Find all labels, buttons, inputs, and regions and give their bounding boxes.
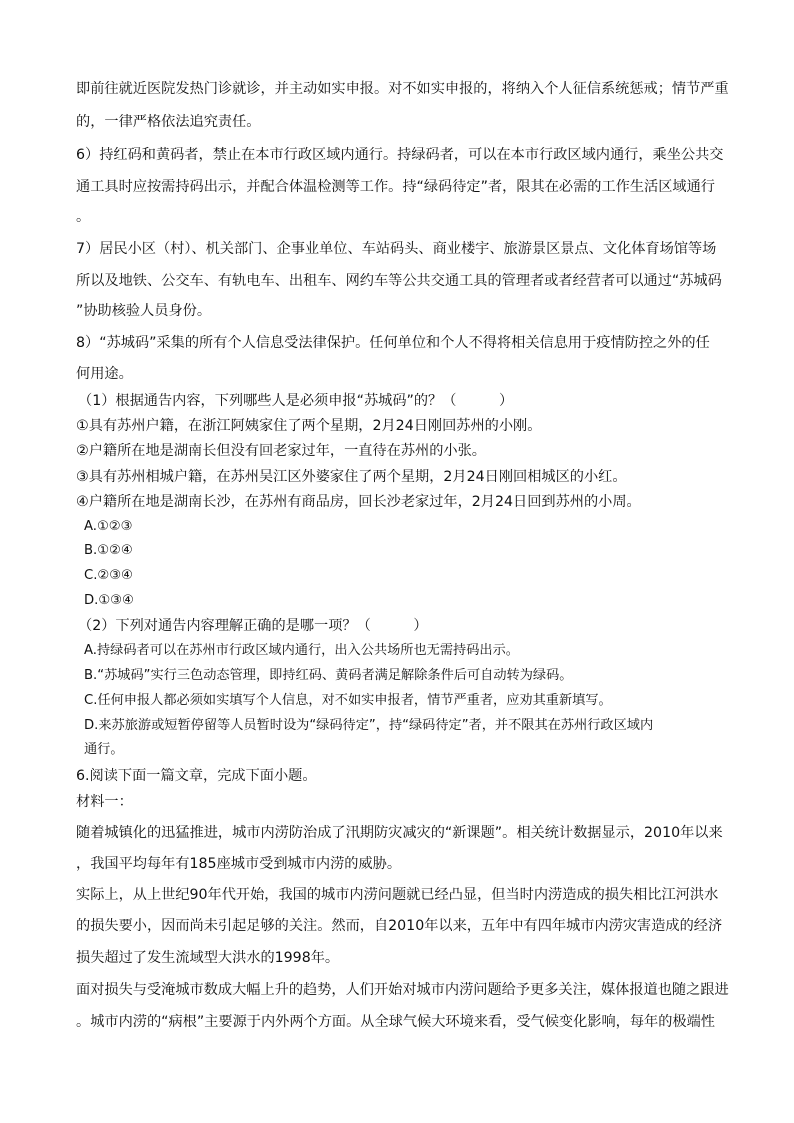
passage-line: 随着城镇化的迅猛推进，城市内涝防治成了汛期防灾减灾的“新课题”。相关统计数据显示，2010年以来 [76, 825, 723, 841]
notice-line: 6）持红码和黄码者，禁止在本市行政区域内通行。持绿码者，可以在本市行政区域内通行，乘坐公共交 [76, 147, 724, 163]
question-2-option-c[interactable]: C.任何申报人都必须如实填写个人信息，对不如实申报者，情节严重者，应劝其重新填写。 [84, 693, 612, 708]
notice-line: 7）居民小区（村）、机关部门、企事业单位、车站码头、商业楼宇、旅游景区景点、文化体育场馆等场 [76, 241, 717, 257]
passage-line: 的损失要小，因而尚未引起足够的关注。然而，自2010年以来，五年中有四年城市内涝灾害造成的经济 [76, 918, 723, 934]
notice-line: 通工具时应按需持码出示，并配合体温检测等工作。持“绿码待定”者，限其在必需的工作生活区域通行 [76, 179, 715, 195]
notice-line: 所以及地铁、公交车、有轨电车、出租车、网约车等公共交通工具的管理者或者经营者可以通过“苏城码 [76, 273, 722, 289]
question-2-stem: （2）下列对通告内容理解正确的是哪一项？（ ） [78, 618, 428, 634]
notice-line: 即前往就近医院发热门诊就诊，并主动如实申报。对不如实申报的，将纳入个人征信系统惩戒；情节严重 [76, 81, 729, 97]
notice-line: 何用途。 [76, 366, 133, 382]
passage-line: 实际上，从上世纪90年代开始，我国的城市内涝问题就已经凸显，但当时内涝造成的损失相比江河洪水 [76, 887, 719, 903]
question-1-item: ②户籍所在地是湖南长但没有回老家过年，一直待在苏州的小张。 [76, 443, 486, 459]
question-1-item: ④户籍所在地是湖南长沙，在苏州有商品房，回长沙老家过年，2月24日回到苏州的小周。 [76, 494, 641, 510]
question-1-item: ③具有苏州相城户籍，在苏州吴江区外婆家住了两个星期，2月24日刚回相城区的小红。 [76, 469, 627, 485]
passage-line: 损失超过了发生流域型大洪水的1998年。 [76, 950, 340, 966]
question-6-heading: 6.阅读下面一篇文章，完成下面小题。 [76, 768, 317, 784]
question-2-option-a[interactable]: A.持绿码者可以在苏州市行政区域内通行，出入公共场所也无需持码出示。 [84, 643, 519, 658]
question-2-option-d[interactable]: D.来苏旅游或短暂停留等人员暂时设为“绿码待定”，持“绿码待定”者，并不限其在苏州行政区域内 [84, 718, 654, 733]
notice-line: ”协助核验人员身份。 [76, 303, 212, 319]
question-1-option-b[interactable]: B.①②④ [84, 543, 133, 558]
question-1-option-d[interactable]: D.①③④ [84, 593, 134, 608]
question-2-option-d-continued: 通行。 [84, 742, 124, 757]
notice-line: 8）“苏城码”采集的所有个人信息受法律保护。任何单位和个人不得将相关信息用于疫情防控之外的任 [76, 335, 710, 351]
material-label: 材料一： [76, 794, 133, 810]
question-2-option-b[interactable]: B.“苏城码”实行三色动态管理，即持红码、黄码者满足解除条件后可自动转为绿码。 [84, 668, 573, 683]
question-1-stem: （1）根据通告内容，下列哪些人是必须申报“苏城码”的？（ ） [78, 393, 514, 409]
notice-line: 的，一律严格依法追究责任。 [76, 114, 261, 130]
question-1-option-a[interactable]: A.①②③ [84, 519, 133, 534]
notice-line: 。 [76, 209, 91, 225]
passage-line: ，我国平均每年有185座城市受到城市内涝的威胁。 [76, 856, 402, 872]
passage-line: 。城市内涝的“病根”主要源于内外两个方面。从全球气候大环境来看，受气候变化影响，每年的极端性 [76, 1014, 715, 1030]
question-1-item: ①具有苏州户籍，在浙江阿姨家住了两个星期，2月24日刚回苏州的小刚。 [76, 418, 542, 434]
passage-line: 面对损失与受淹城市数成大幅上升的趋势，人们开始对城市内涝问题给予更多关注，媒体报道也随之跟进 [76, 982, 729, 998]
question-1-option-c[interactable]: C.②③④ [84, 568, 133, 583]
